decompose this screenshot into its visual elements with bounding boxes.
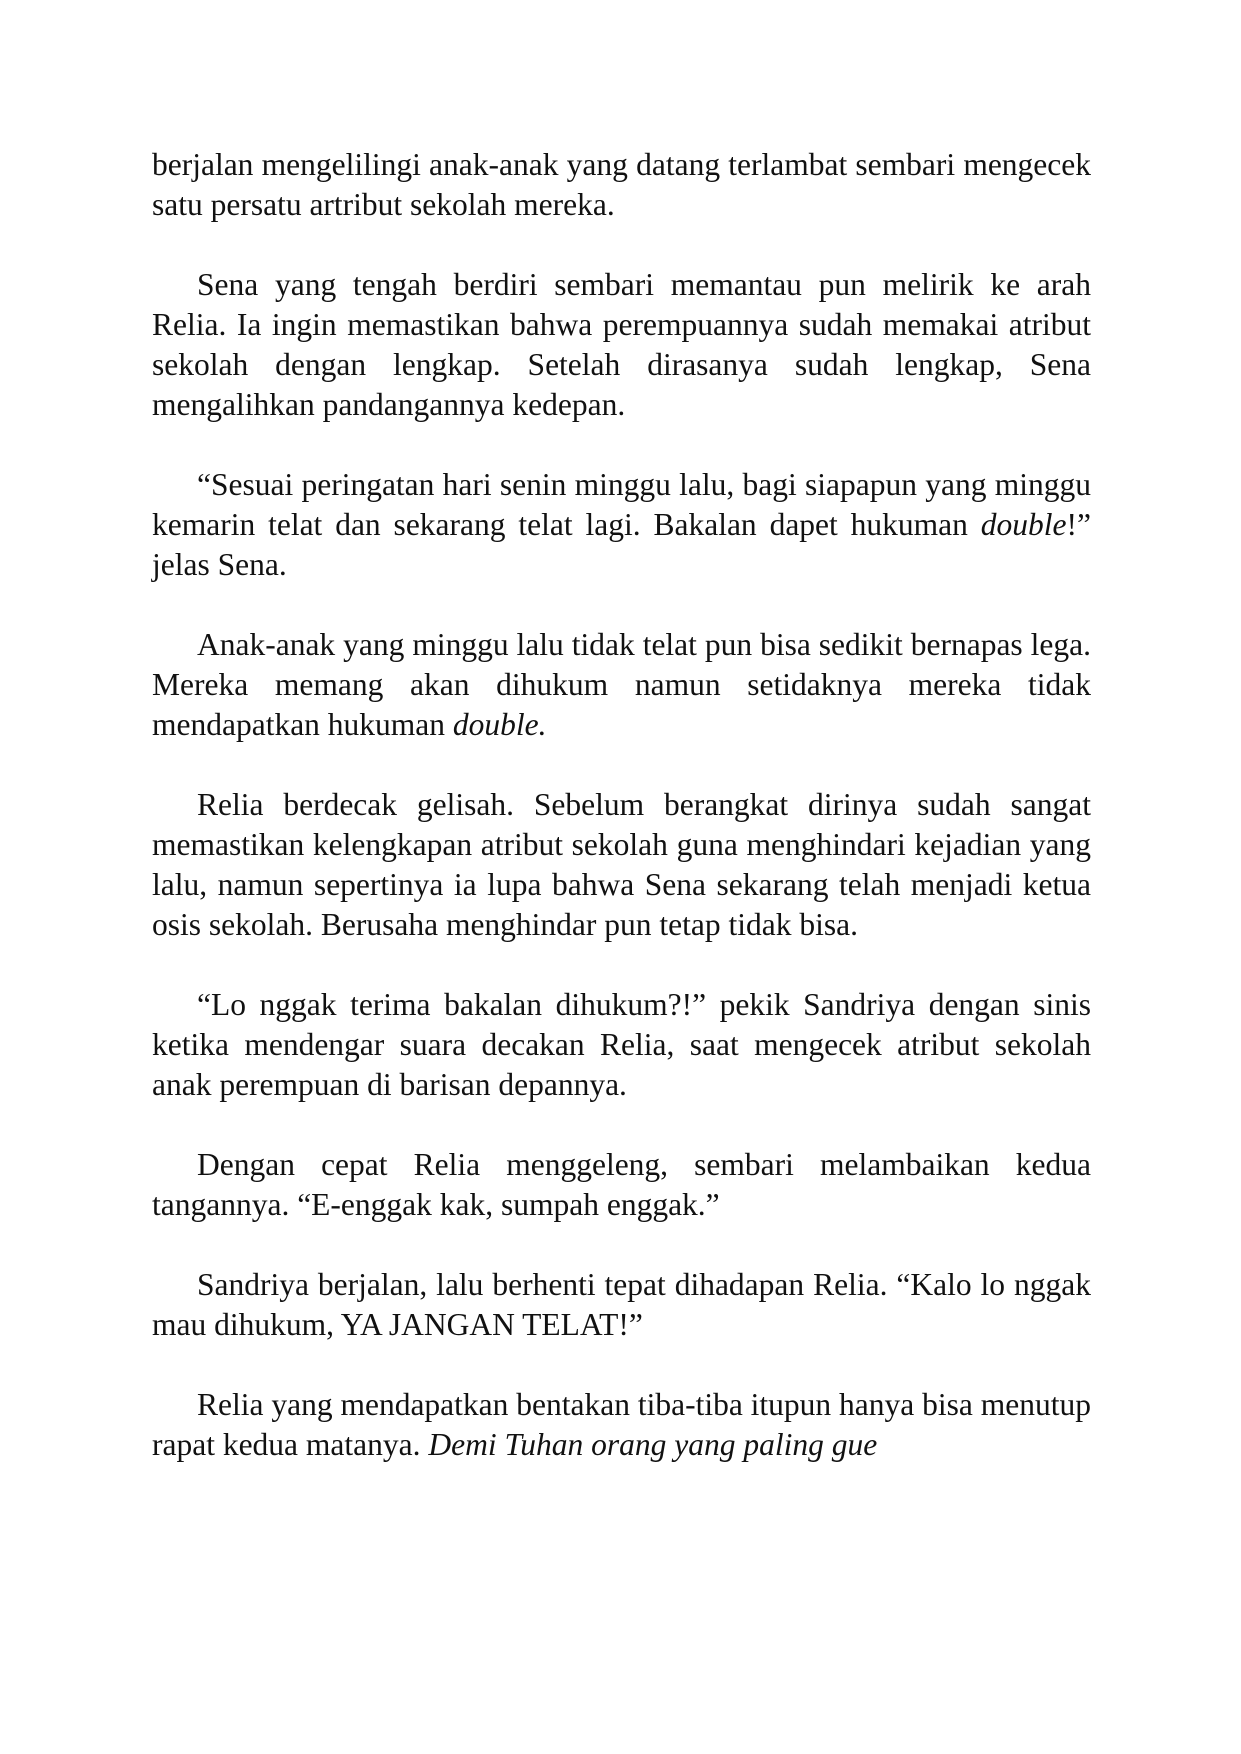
paragraph [152,625,1091,745]
text-segment: Relia berdecak gelisah. Sebelum berangkat dirinya sudah sangat memastikan kelengkapan atribut sekolah guna menghindari kejadian yang lalu, namun sepertinya ia lupa bahwa Sena sekarang telah menjadi ketua osis sekolah. Berusaha menghindar pun tetap tidak bisa. [152,787,1091,942]
paragraph [152,1265,1091,1345]
paragraph [152,265,1091,425]
paragraph [152,985,1091,1105]
text-segment: Sandriya berjalan, lalu berhenti tepat dihadapan Relia. “Kalo lo nggak mau dihukum, YA JANGAN TELAT!” [152,1267,1091,1342]
text-segment: !” jelas Sena. [152,507,1091,582]
paragraph [152,785,1091,945]
text-segment: Dengan cepat Relia menggeleng, sembari melambaikan kedua tangannya. “E-enggak kak, sumpah enggak.” [152,1147,1091,1222]
italic-text: double. [452,707,547,742]
text-segment: Anak-anak yang minggu lalu tidak telat pun bisa sedikit bernapas lega. Mereka memang akan dihukum namun setidaknya mereka tidak mendapatkan hukuman [152,627,1091,742]
paragraph [152,1385,1091,1465]
italic-text: Demi Tuhan orang yang paling gue [428,1427,878,1462]
text-segment: Relia yang mendapatkan bentakan tiba-tiba itupun hanya bisa menutup rapat kedua matanya. [152,1387,1091,1462]
text-segment: “Sesuai peringatan hari senin minggu lalu, bagi siapapun yang minggu kemarin telat dan sekarang telat lagi. Bakalan dapet hukuman [152,467,1091,542]
text-segment: berjalan mengelilingi anak-anak yang datang terlambat sembari mengecek satu persatu artribut sekolah mereka. [152,147,1091,222]
paragraph [152,465,1091,585]
text-segment: Sena yang tengah berdiri sembari memantau pun melirik ke arah Relia. Ia ingin memastikan bahwa perempuannya sudah memakai atribut sekolah dengan lengkap. Setelah dirasanya sudah lengkap, Sena mengalihkan pandangannya kedepan. [152,267,1091,422]
paragraph [152,1145,1091,1225]
italic-text: double [980,507,1067,542]
body-text [152,145,1091,1465]
paragraph [152,145,1091,225]
text-segment: “Lo nggak terima bakalan dihukum?!” pekik Sandriya dengan sinis ketika mendengar suara decakan Relia, saat mengecek atribut sekolah anak perempuan di barisan depannya. [152,987,1091,1102]
